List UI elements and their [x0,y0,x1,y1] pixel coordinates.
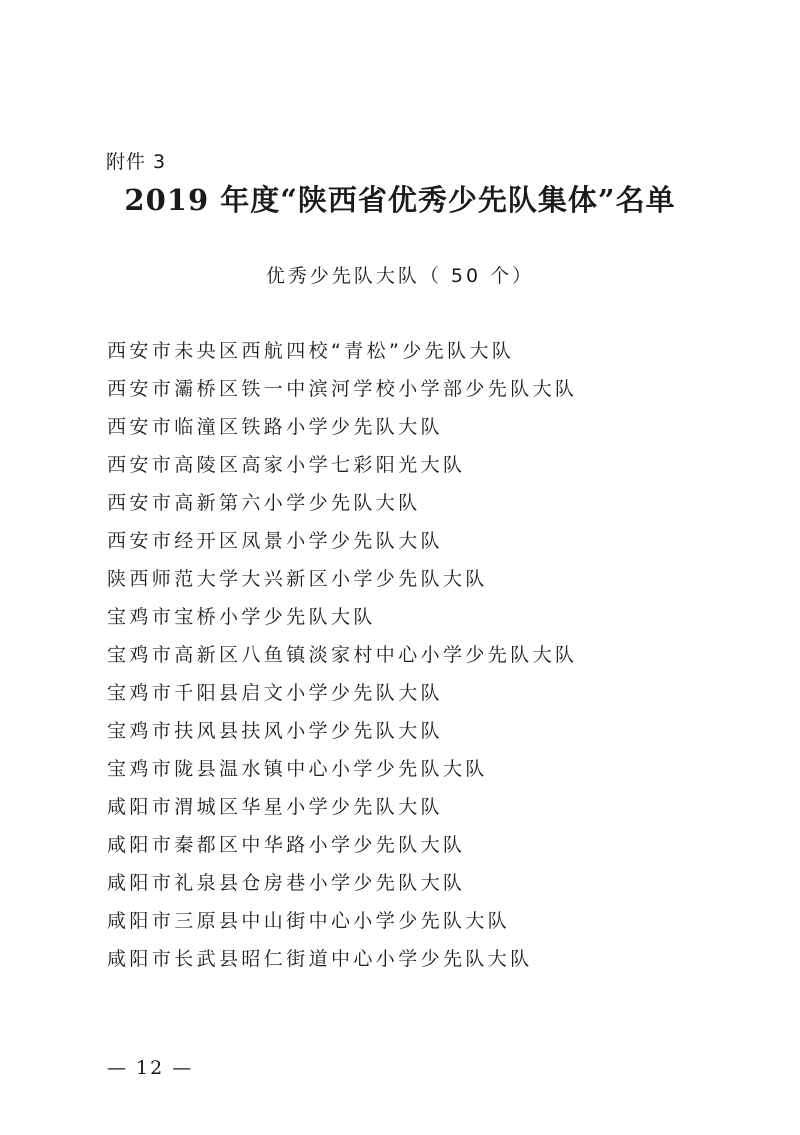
list-item: 西安市经开区凤景小学少先队大队 [107,530,444,552]
entry-list [107,337,577,983]
list-item: 宝鸡市宝桥小学少先队大队 [107,606,376,628]
list-item: 西安市未央区西航四校“青松”少先队大队 [107,340,515,362]
list-item: 咸阳市秦都区中华路小学少先队大队 [107,834,466,856]
list-item: 咸阳市三原县中山街中心小学少先队大队 [107,910,511,932]
list-item: 咸阳市礼泉县仓房巷小学少先队大队 [107,872,466,894]
document-title: 2019 年度“陕西省优秀少先队集体”名单 [124,183,676,217]
list-item: 西安市灞桥区铁一中滨河学校小学部少先队大队 [107,378,578,400]
list-item: 咸阳市长武县昭仁街道中心小学少先队大队 [107,948,533,970]
list-item: 咸阳市渭城区华星小学少先队大队 [107,796,444,818]
list-item: 宝鸡市陇县温水镇中心小学少先队大队 [107,758,488,780]
list-item: 宝鸡市千阳县启文小学少先队大队 [107,682,444,704]
list-item: 宝鸡市扶风县扶风小学少先队大队 [107,720,444,742]
list-item: 西安市高陵区高家小学七彩阳光大队 [107,454,466,476]
list-item: 西安市临潼区铁路小学少先队大队 [107,416,444,438]
page-number: — 12 — [107,1057,194,1079]
attachment-label: 附件 3 [106,151,167,173]
list-item: 宝鸡市高新区八鱼镇淡家村中心小学少先队大队 [107,644,578,666]
section-heading: 优秀少先队大队（ 50 个） [265,265,535,287]
list-item: 陕西师范大学大兴新区小学少先队大队 [107,568,488,590]
list-item: 西安市高新第六小学少先队大队 [107,492,421,514]
